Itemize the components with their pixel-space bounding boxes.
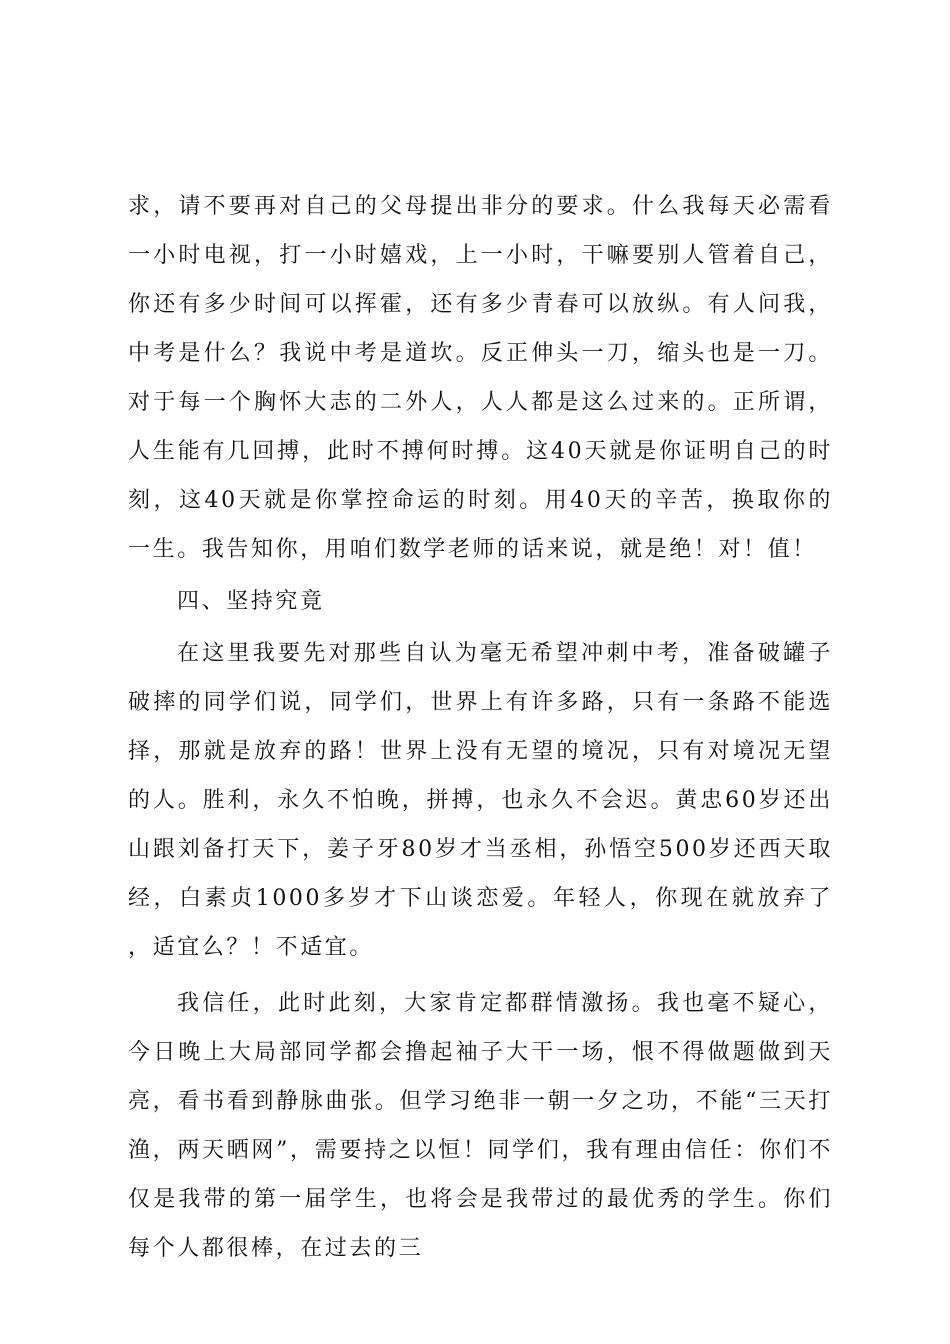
paragraph-persistence: 在这里我要先对那些自认为毫无希望冲刺中考，准备破罐子破摔的同学们说，同学们，世界上有许多路，只有一条路不能选择，那就是放弃的路！世界上没有无望的境况，只有对境况无望的人。胜利，永久不怕晚，拼搏，也永久不会迟。黄忠60岁还出山跟刘备打天下，姜子牙80岁才当丞相，孙悟空500岁还西天取经，白素贞1000多岁才下山谈恋爱。年轻人，你现在就放弃了，适宜么？！不适宜。 [128,641,833,960]
document-body [128,182,833,1273]
paragraph-trust: 我信任，此时此刻，大家肯定都群情激扬。我也毫不疑心，今日晚上大局部同学都会撸起袖子大干一场，恨不得做题做到天亮，看书看到静脉曲张。但学习绝非一朝一夕之功，不能“三天打渔，两天晒网”，需要持之以恒！同学们，我有理由信任：你们不仅是我带的第一届学生，也将会是我带过的最优秀的学生。你们每个人都很棒，在过去的三 [128,991,833,1261]
paragraph-continued: 求，请不要再对自己的父母提出非分的要求。什么我每天必需看一小时电视，打一小时嬉戏，上一小时，干嘛要别人管着自己，你还有多少时间可以挥霍，还有多少青春可以放纵。有人问我，中考是什么？我说中考是道坎。反正伸头一刀，缩头也是一刀。对于每一个胸怀大志的二外人，人人都是这么过来的。正所谓，人生能有几回搏，此时不搏何时搏。这40天就是你证明自己的时刻，这40天就是你掌控命运的时刻。用40天的辛苦，换取你的一生。我告知你，用咱们数学老师的话来说，就是绝！对！值！ [128,194,833,562]
section-heading: 四、坚持究竟 [177,589,325,614]
